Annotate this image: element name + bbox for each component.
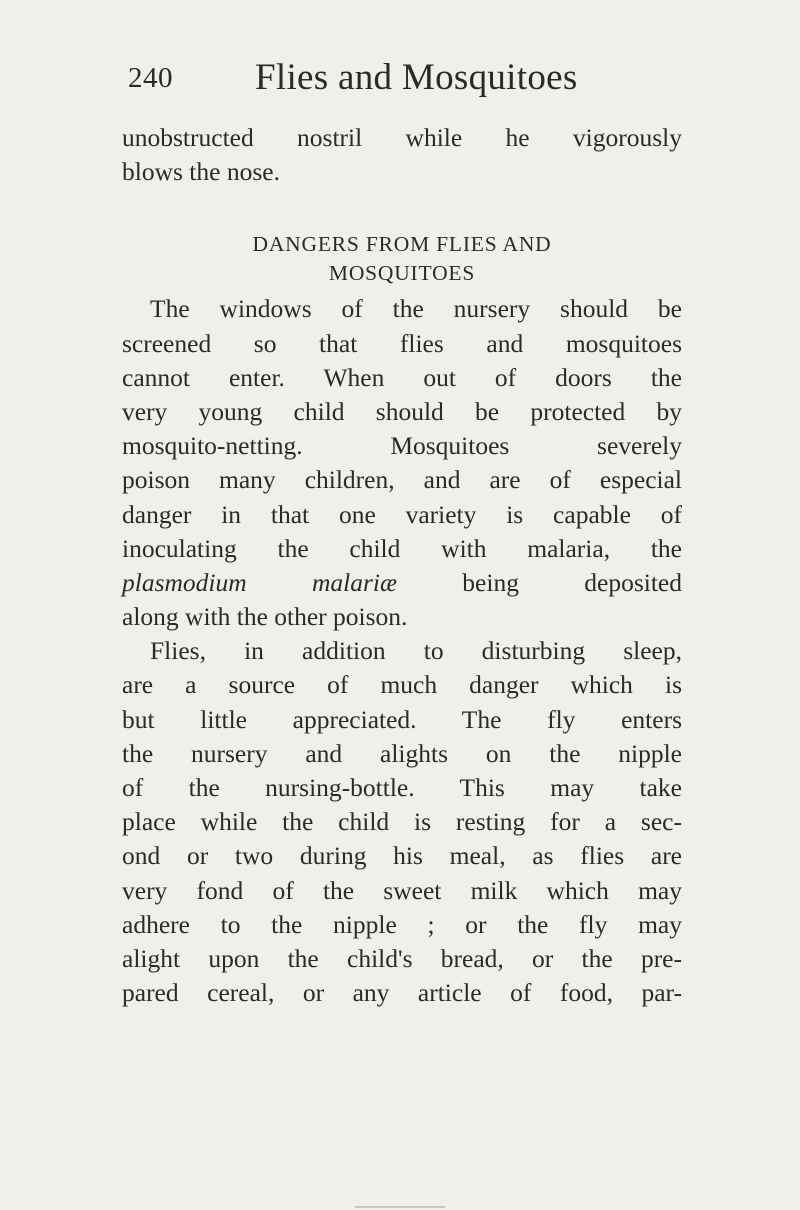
text-line: blows the nose.: [122, 157, 280, 187]
text-line: Flies, in addition to disturbing sleep,: [150, 636, 682, 666]
text-line: poison many children, and are of especial: [122, 465, 682, 495]
text-line: place while the child is resting for a sec-: [122, 807, 682, 837]
text-line: alight upon the child's bread, or the pre-: [122, 943, 682, 973]
text-line: very fond of the sweet milk which may: [122, 875, 682, 905]
text-line: cannot enter. When out of doors the: [122, 362, 682, 392]
text-line: along with the other poison.: [122, 602, 408, 632]
text-line: but little appreciated. The fly enters: [122, 704, 682, 734]
page-edge-mark: [355, 1206, 445, 1208]
page-number: 240: [128, 62, 173, 94]
section-heading-line-2: MOSQUITOES: [328, 261, 476, 286]
text-line: mosquito-netting. Mosquitoes severely: [122, 431, 682, 461]
text-line: screened so that flies and mosquitoes: [122, 328, 682, 358]
text-line: pared cereal, or any article of food, par-: [122, 978, 682, 1008]
running-head: [128, 56, 688, 104]
section-heading-line-1: DANGERS FROM FLIES AND: [252, 232, 552, 257]
text-line: are a source of much danger which is: [122, 670, 682, 700]
text-line: unobstructed nostril while he vigorously: [122, 123, 682, 152]
text-line: danger in that one variety is capable of: [122, 499, 682, 529]
text-line: the nursery and alights on the nipple: [122, 738, 682, 768]
italic-term: plasmodium malariæ: [122, 567, 397, 597]
running-title: Flies and Mosquitoes: [255, 57, 578, 98]
body-text: [122, 121, 682, 1010]
text-line: The windows of the nursery should be: [150, 294, 682, 324]
text-line: inoculating the child with malaria, the: [122, 533, 682, 563]
text-fragment: being deposited: [397, 567, 682, 597]
text-line: of the nursing-bottle. This may take: [122, 773, 682, 802]
text-line-with-italic: [122, 566, 682, 600]
text-line: ond or two during his meal, as flies are: [122, 841, 682, 871]
text-line: adhere to the nipple ; or the fly may: [122, 909, 682, 939]
text-line: very young child should be protected by: [122, 396, 682, 426]
